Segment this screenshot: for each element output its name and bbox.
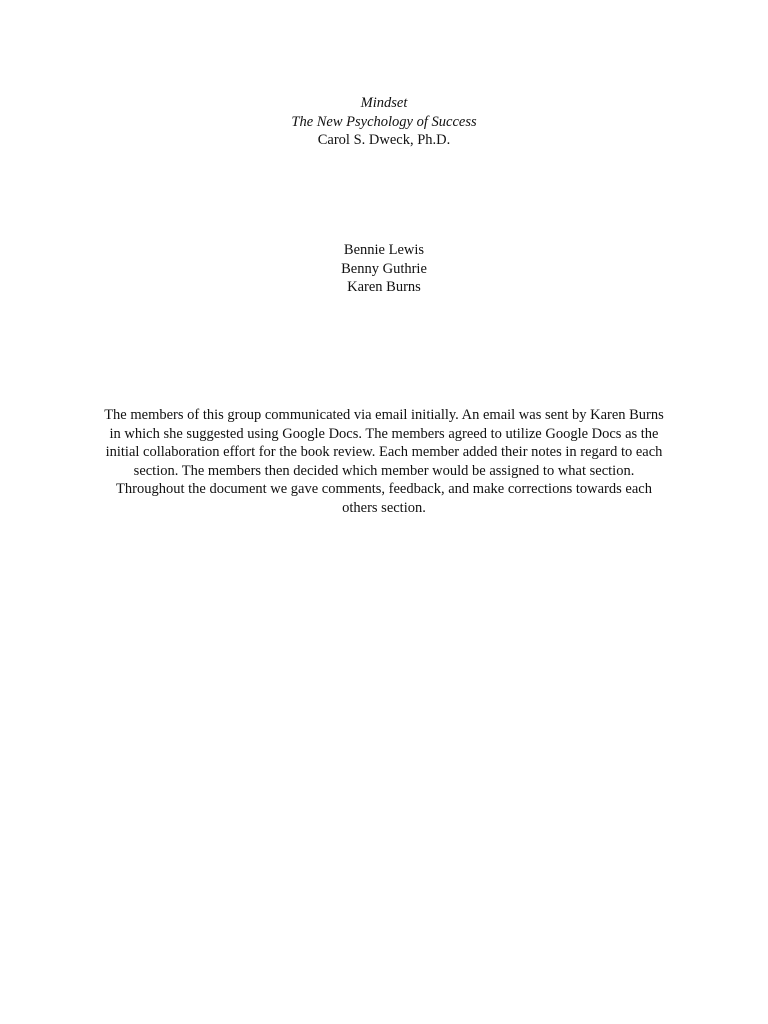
title-block (0, 94, 768, 150)
book-subtitle: The New Psychology of Success (291, 113, 477, 130)
member-name: Karen Burns (347, 279, 421, 296)
book-title: Mindset (360, 95, 408, 111)
paragraph-line: in which she suggested using Google Docs. The members agreed to utilize Google Docs as the (109, 425, 659, 442)
paragraph-line: The members of this group communicated via email initially. An email was sent by Karen Burns (104, 407, 664, 423)
collaboration-paragraph (88, 406, 680, 518)
book-author: Carol S. Dweck, Ph.D. (317, 132, 451, 149)
paragraph-line: others section. (342, 499, 426, 516)
member-name: Benny Guthrie (341, 260, 427, 277)
member-name: Bennie Lewis (343, 242, 425, 258)
paragraph-line: Throughout the document we gave comments, feedback, and make corrections towards each (116, 481, 652, 498)
group-members (0, 241, 768, 297)
paragraph-line: initial collaboration effort for the book review. Each member added their notes in regard to each (105, 444, 663, 461)
paragraph-line: section. The members then decided which member would be assigned to what section. (133, 462, 635, 479)
